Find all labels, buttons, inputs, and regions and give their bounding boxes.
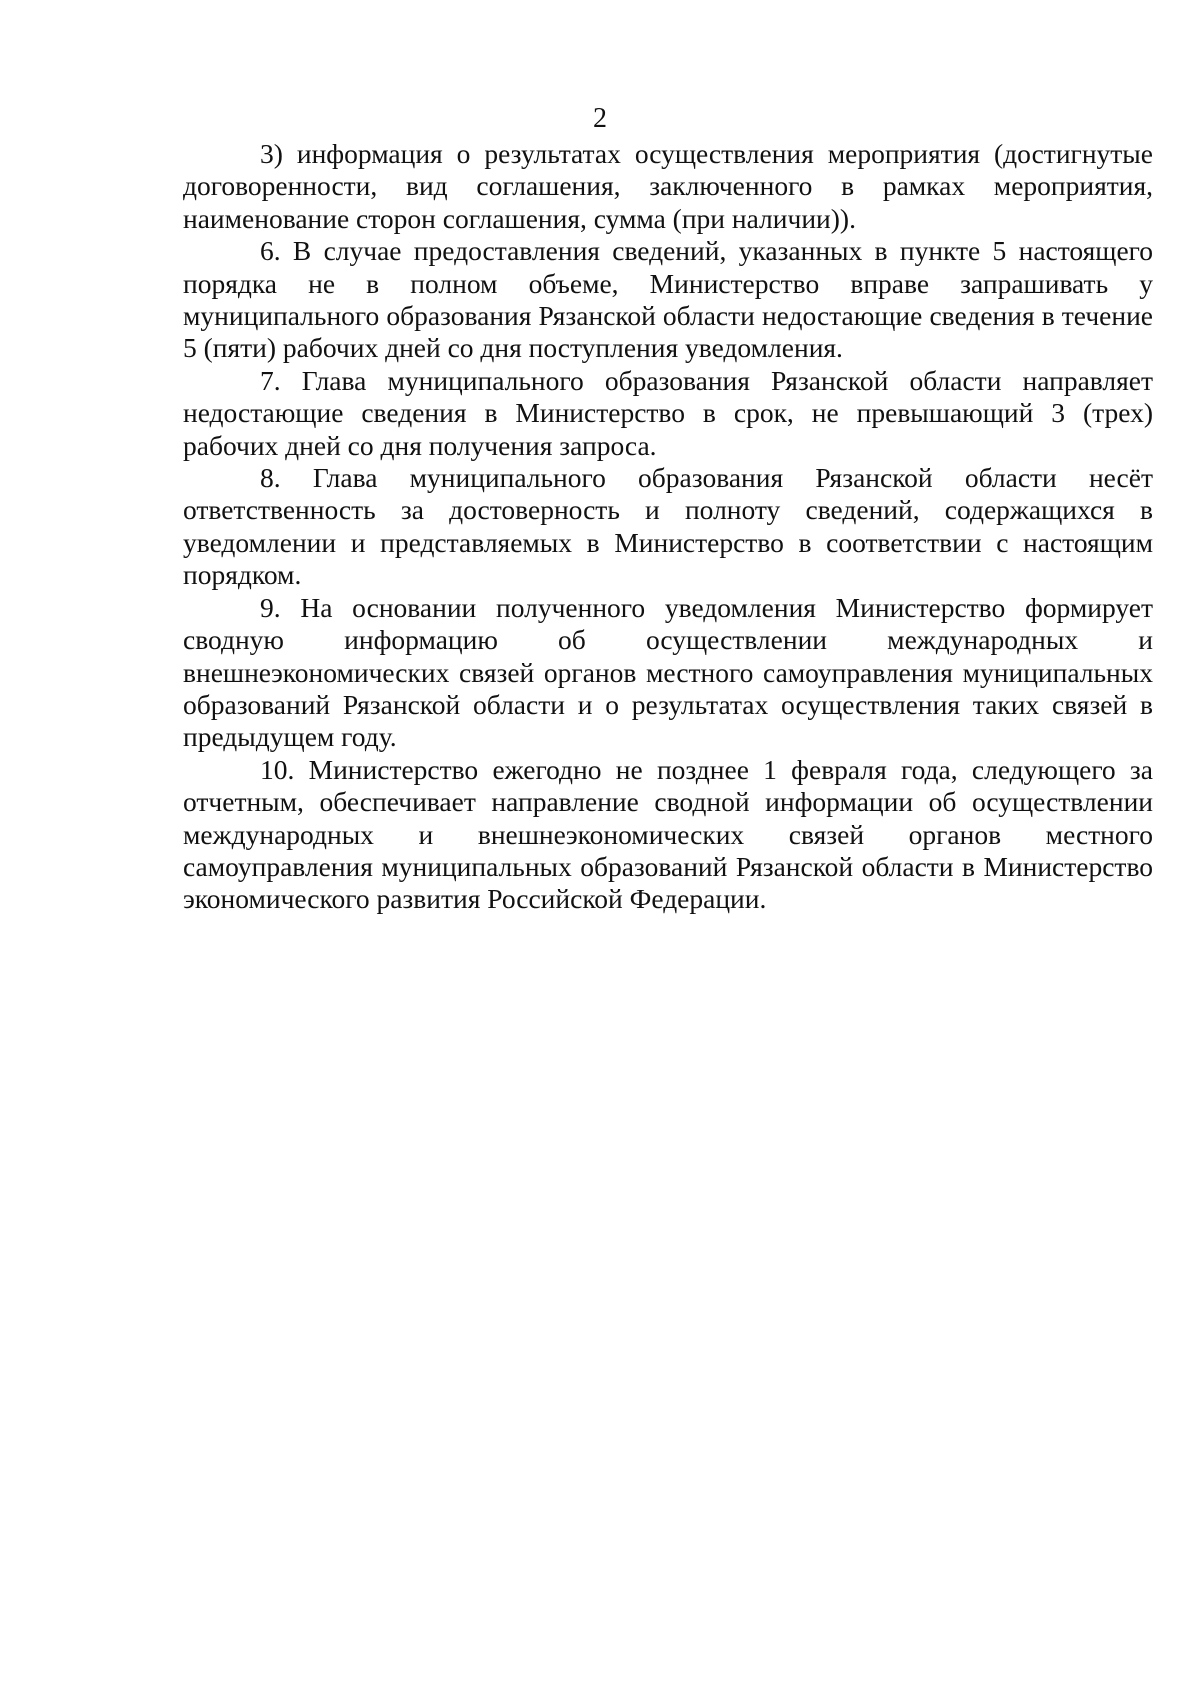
paragraph-item-7: 7. Глава муниципального образования Рязанской области направляет недостающие сведения в Министерство в срок, не превышающий 3 (трех) рабочих дней со дня получения запроса. <box>183 364 1153 461</box>
paragraph-item-10: 10. Министерство ежегодно не позднее 1 февраля года, следующего за отчетным, обеспечивает направление сводной информации об осуществлении международных и внешнеэкономических связей органов местного самоуправления муниципальных образований Рязанской области в Министерство экономического развития Российской Федерации. <box>183 753 1153 915</box>
paragraph-item-6: 6. В случае предоставления сведений, указанных в пункте 5 настоящего порядка не в полном объеме, Министерство вправе запрашивать у муниципального образования Рязанской области недостающие сведения в течение 5 (пяти) рабочих дней со дня поступления уведомления. <box>183 235 1153 364</box>
paragraph-item-9: 9. На основании полученного уведомления Министерство формирует сводную информацию об осуществлении международных и внешнеэкономических связей органов местного самоуправления муниципальных образований Рязанской области и о результатах осуществления таких связей в предыдущем году. <box>183 591 1153 753</box>
paragraph-item-3: 3) информация о результатах осуществления мероприятия (достигнутые договоренности, вид соглашения, заключенного в рамках мероприятия, наименование сторон соглашения, сумма (при наличии)). <box>183 138 1153 234</box>
document-body <box>183 138 1153 916</box>
page-number: 2 <box>593 103 607 134</box>
paragraph-item-8: 8. Глава муниципального образования Рязанской области несёт ответственность за достоверность и полноту сведений, содержащихся в уведомлении и представляемых в Министерство в соответствии с настоящим порядком. <box>183 462 1153 591</box>
